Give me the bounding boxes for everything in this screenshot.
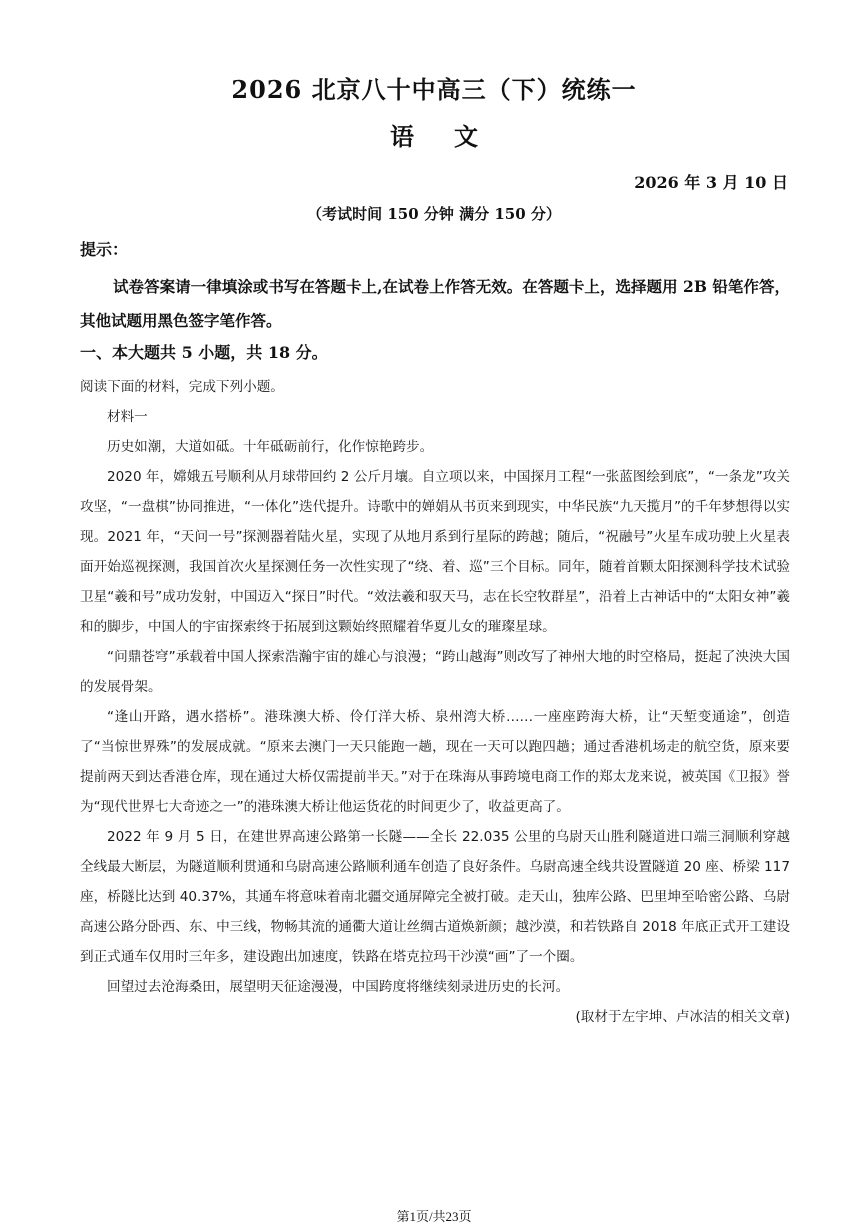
exam-title: 2026 北京八十中高三（下）统练一: [231, 75, 637, 104]
page-number: 第1页/共23页: [396, 1209, 472, 1224]
hint-label: 提示：: [80, 240, 129, 259]
paragraph: “逢山开路，遇水搭桥”。港珠澳大桥、伶仃洋大桥、泉州湾大桥……一座座跨海大桥，让“天堑变通途”，创造了“当惊世界殊”的发展成就。“原来去澳门一天只能跑一趟，现在一天可以跑四趟；通过香港机场走的航空货，原来要提前两天到达香港仓库，现在通过大桥仅需提前半天。”对于在珠海从事跨境电商工作的郑太龙来说，被英国《卫报》誉为“现代世界七大奇迹之一”的港珠澳大桥让他运货花的时间更少了，收益更高了。: [80, 709, 790, 815]
paragraph: 历史如潮，大道如砥。十年砥砺前行，化作惊艳跨步。: [107, 439, 434, 455]
paragraph: “问鼎苍穹”承载着中国人探索浩瀚宇宙的雄心与浪漫；“跨山越海”则改写了神州大地的时空格局，挺起了泱泱大国的发展骨架。: [80, 649, 790, 695]
paragraph: 回望过去沧海桑田，展望明天征途漫漫，中国跨度将继续刻录进历史的长河。: [107, 979, 570, 995]
exam-date: 2026 年 3 月 10 日: [634, 173, 788, 192]
material-label: 材料一: [107, 409, 148, 425]
paragraph: 2022 年 9 月 5 日，在建世界高速公路第一长隧——全长 22.035 公里的乌尉天山胜利隧道进口端三洞顺利穿越全线最大断层，为隧道顺利贯通和乌尉高速公路顺利通车创造了良好条件。乌尉高速全线共设置隧道 20 座、桥梁 117 座，桥隧比达到 40.37%，其通车将意味着南北疆交通屏障完全被打破。走天山，独库公路、巴里坤至哈密公路、乌尉高速公路分卧西、东、中三线，物畅其流的通衢大道让丝绸古道焕新颜；越沙漠，和若铁路自 2018 年底正式开工建设到正式通车仅用时三年多，建设跑出加速度，铁路在塔克拉玛干沙漠“画”了一个圈。: [80, 829, 790, 965]
section-heading: 一、本大题共 5 小题，共 18 分。: [80, 343, 328, 362]
hint-text: 试卷答案请一律填涂或书写在答题卡上,在试卷上作答无效。在答题卡上，选择题用 2B 铅笔作答，其他试题用黑色签字笔作答。: [80, 277, 790, 330]
source-citation: (取材于左宇坤、卢冰洁的相关文章): [575, 1009, 790, 1025]
instruction: 阅读下面的材料，完成下列小题。: [80, 379, 284, 395]
exam-info: （考试时间 150 分钟 满分 150 分）: [307, 205, 561, 223]
subject-title: 语文: [390, 122, 518, 151]
reading-material: [80, 372, 790, 1032]
paragraph: 2020 年，嫦娥五号顺利从月球带回约 2 公斤月壤。自立项以来，中国探月工程“一张蓝图绘到底”，“一条龙”攻关攻坚，“一盘棋”协同推进，“一体化”迭代提升。诗歌中的婵娟从书页来到现实，中华民族“九天揽月”的千年梦想得以实现。2021 年，“天问一号”探测器着陆火星，实现了从地月系到行星际的跨越；随后，“祝融号”火星车成功驶上火星表面开始巡视探测，我国首次火星探测任务一次性实现了“绕、着、巡”三个目标。同年，随着首颗太阳探测科学技术试验卫星“羲和号”成功发射，中国迈入“探日”时代。“效法羲和驭天马，志在长空牧群星”，沿着上古神话中的“太阳女神”羲和的脚步，中国人的宇宙探索终于拓展到这颗始终照耀着华夏儿女的璀璨星球。: [80, 469, 790, 635]
